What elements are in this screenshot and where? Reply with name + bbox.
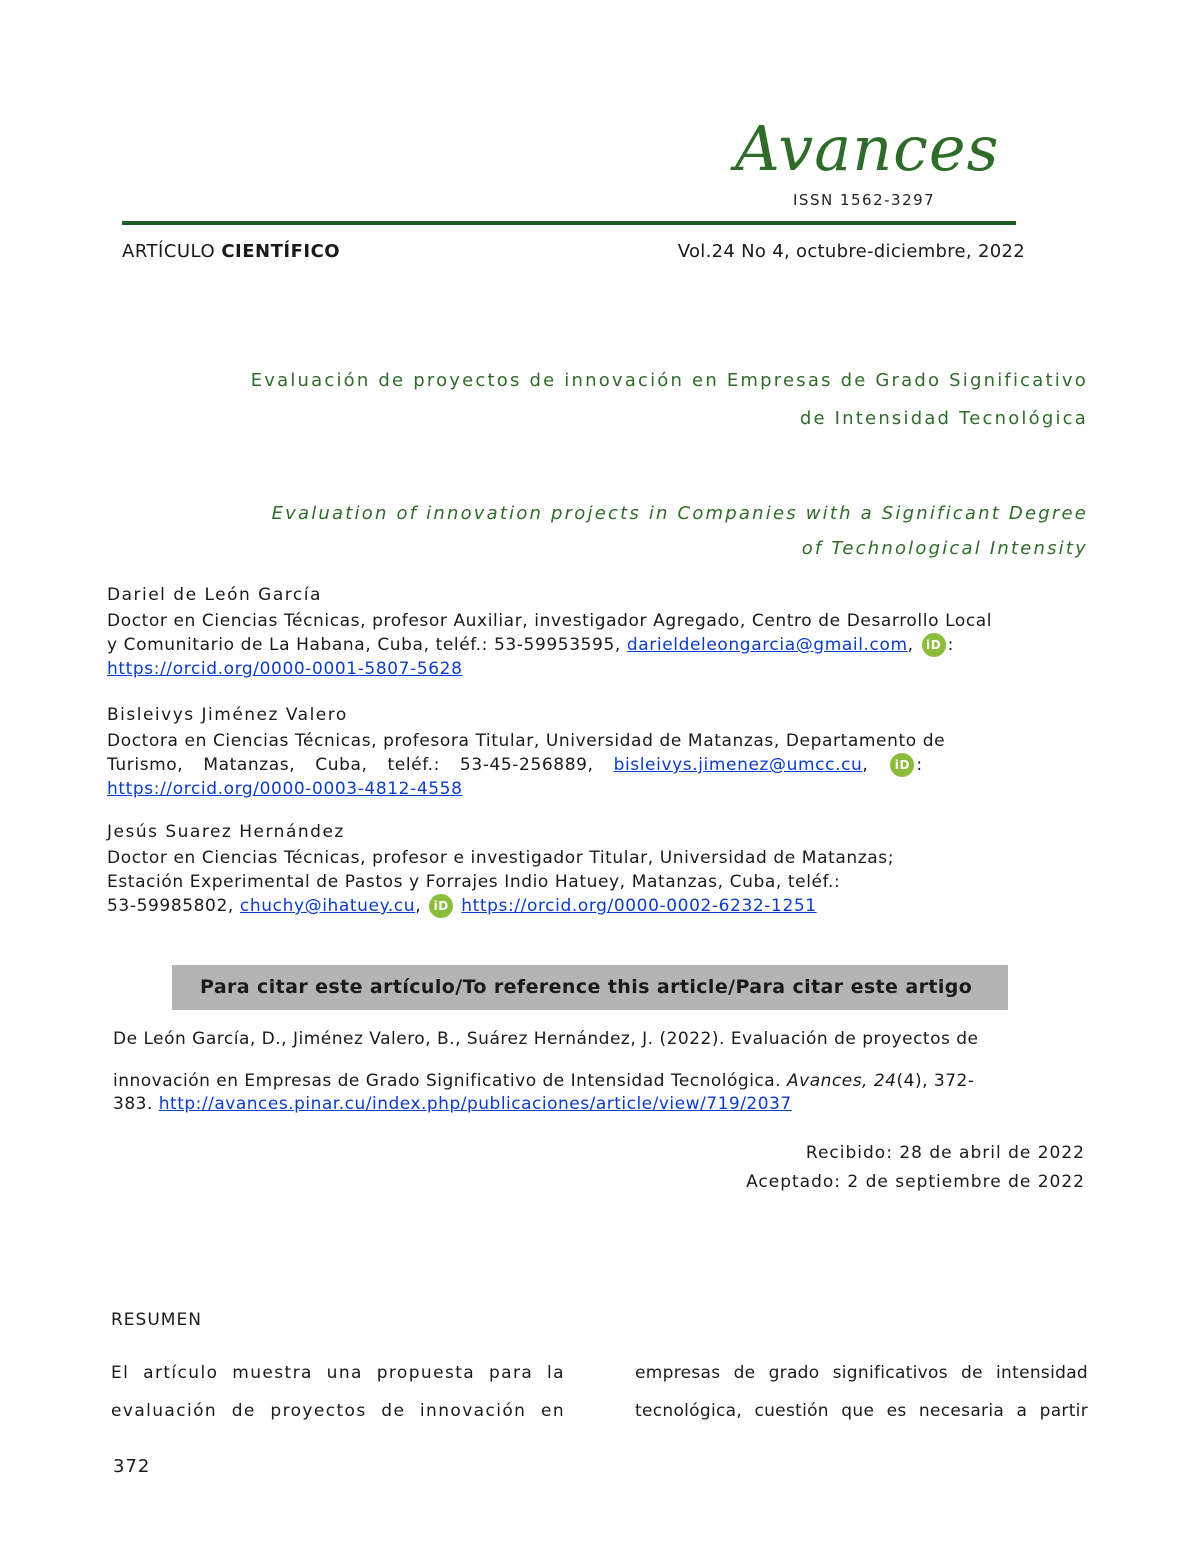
resumen-line: empresas de grado significativos de intensidad [635, 1363, 1088, 1383]
affil-line [107, 657, 1083, 681]
citation-line1: De León García, D., Jiménez Valero, B., Suárez Hernández, J. (2022). Evaluación de proyectos de [113, 1029, 979, 1049]
resumen-line: tecnológica, cuestión que es necesaria a partir [635, 1401, 1088, 1421]
received-date: Recibido: 28 de abril de 2022 [805, 1143, 1085, 1163]
title-es-line1: Evaluación de proyectos de innovación en Empresas de Grado Significativo [250, 370, 1088, 391]
issn: ISSN 1562-3297 [793, 191, 936, 209]
affil-line: y Comunitario de La Habana, Cuba, teléf.: 53-59953595, darieldeleongarcia@gmail.com, iD : [107, 635, 954, 655]
accepted-date: Aceptado: 2 de septiembre de 2022 [746, 1172, 1085, 1192]
affil-line: Doctor en Ciencias Técnicas, profesor e investigador Titular, Universidad de Matanzas; [107, 848, 895, 868]
affil-line: Turismo, Matanzas, Cuba, teléf.: 53-45-256889, bisleivys.jimenez@umcc.cu, iD : [107, 755, 923, 775]
header-rule [122, 221, 1016, 225]
affil-text: Turismo, Matanzas, Cuba, teléf.: 53-45-256889, [107, 755, 594, 775]
citation-box: Para citar este artículo/To reference this article/Para citar este artigo [172, 965, 1008, 1010]
title-en-line1: Evaluation of innovation projects in Companies with a Significant Degree [271, 503, 1088, 524]
resumen-line: El artículo muestra una propuesta para la [111, 1363, 565, 1383]
section-bold: CIENTÍFICO [221, 241, 341, 262]
affil-text: y Comunitario de La Habana, Cuba, teléf.: 53-59953595, [107, 635, 621, 655]
author-name: Jesús Suarez Hernández [107, 822, 345, 842]
affil-line [107, 777, 1083, 801]
orcid-link[interactable]: https://orcid.org/0000-0002-6232-1251 [461, 896, 817, 916]
journal-logo: Avances [735, 112, 1000, 185]
resumen-right-column [635, 1354, 1088, 1430]
citation-text: 383. [113, 1094, 153, 1114]
orcid-icon[interactable]: iD [922, 633, 946, 657]
orcid-icon[interactable]: iD [429, 894, 453, 918]
orcid-link[interactable]: https://orcid.org/0000-0001-5807-5628 [107, 659, 463, 679]
citation-journal: Avances, 24 [787, 1071, 897, 1091]
author-email-link[interactable]: bisleivys.jimenez@umcc.cu [613, 755, 863, 775]
citation-line3 [113, 1092, 1090, 1116]
orcid-link[interactable]: https://orcid.org/0000-0003-4812-4558 [107, 779, 463, 799]
author-affiliation [107, 729, 1083, 801]
page-number: 372 [113, 1456, 151, 1477]
citation-text: innovación en Empresas de Grado Significativo de Intensidad Tecnológica. [113, 1071, 782, 1091]
title-es-line2: de Intensidad Tecnológica [799, 408, 1088, 429]
author-affiliation [107, 609, 1083, 681]
author-name: Bisleivys Jiménez Valero [107, 705, 348, 725]
affil-text: 53-59985802, [107, 896, 234, 916]
citation-line2 [113, 1069, 1090, 1093]
author-affiliation [107, 846, 1083, 918]
title-en-line2: of Technological Intensity [801, 538, 1088, 559]
affil-line: Doctora en Ciencias Técnicas, profesora Titular, Universidad de Matanzas, Departamento de [107, 731, 946, 751]
author-email-link[interactable]: darieldeleongarcia@gmail.com [626, 635, 908, 655]
resumen-heading: RESUMEN [111, 1310, 202, 1330]
article-section [122, 241, 340, 262]
orcid-icon[interactable]: iD [890, 753, 914, 777]
resumen-left-column [111, 1354, 565, 1430]
affil-line: 53-59985802, chuchy@ihatuey.cu, iD https://orcid.org/0000-0002-6232-1251 [107, 896, 817, 916]
volume-info: Vol.24 No 4, octubre-diciembre, 2022 [677, 241, 1025, 262]
affil-line: Doctor en Ciencias Técnicas, profesor Auxiliar, investigador Agregado, Centro de Desarrollo Local [107, 611, 993, 631]
resumen-line: evaluación de proyectos de innovación en [111, 1401, 565, 1421]
citation-url-link[interactable]: http://avances.pinar.cu/index.php/publicaciones/article/view/719/2037 [158, 1094, 792, 1114]
affil-line: Estación Experimental de Pastos y Forrajes Indio Hatuey, Matanzas, Cuba, teléf.: [107, 872, 841, 892]
author-email-link[interactable]: chuchy@ihatuey.cu [239, 896, 416, 916]
author-name: Dariel de León García [107, 585, 322, 605]
citation-issue: (4), 372- [896, 1071, 975, 1091]
section-prefix: ARTÍCULO [122, 241, 222, 262]
